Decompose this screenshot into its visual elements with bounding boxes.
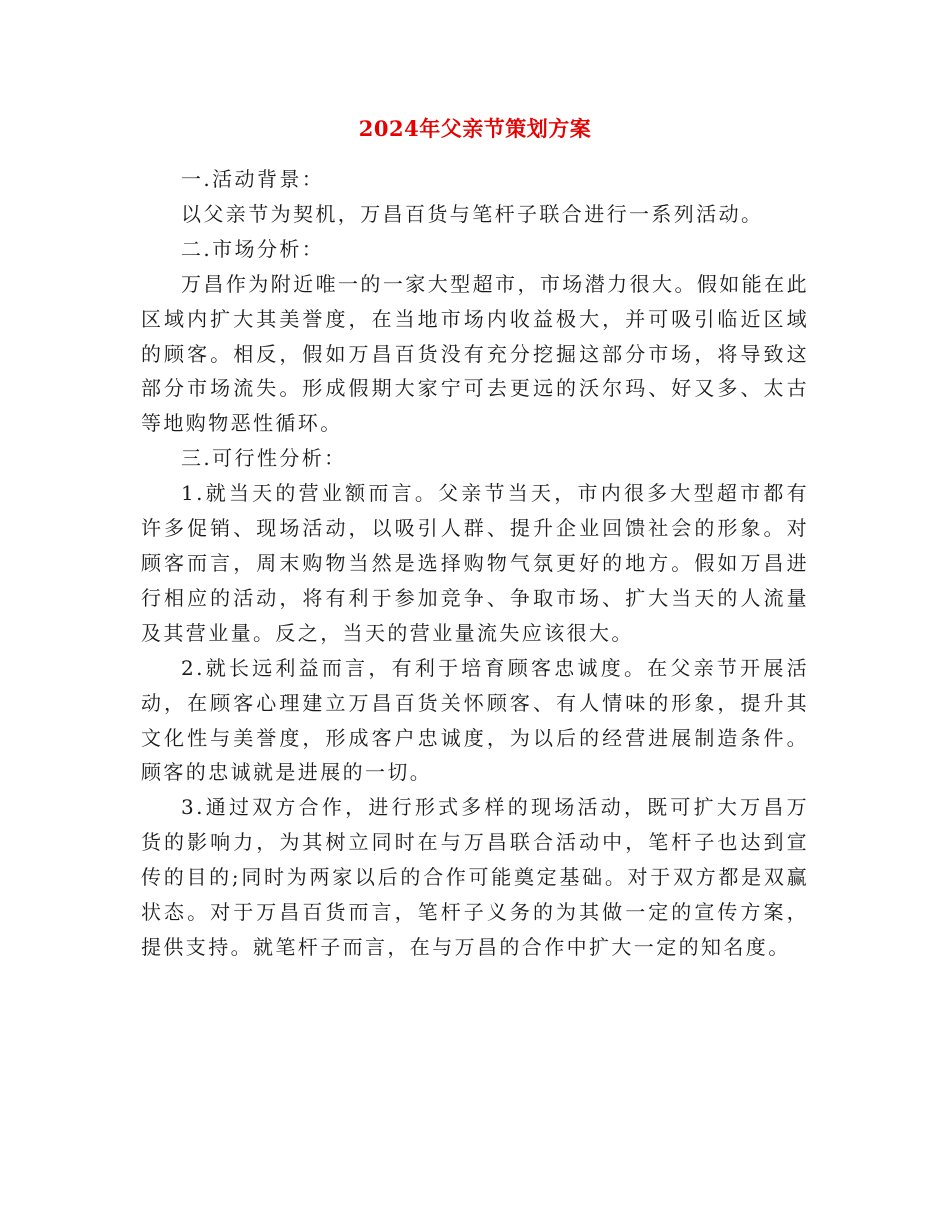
paragraph-background: 以父亲节为契机，万昌百货与笔杆子联合进行一系列活动。 [181, 201, 764, 226]
paragraph-feasibility-2: 2.就长远利益而言，有利于培育顾客忠诚度。在父亲节开展活动，在顾客心理建立万昌百货关怀顾客、有人情味的形象，提升其文化性与美誉度，形成客户忠诚度，为以后的经营进展制造条件。顾客的忠诚就是进展的一切。 [141, 655, 809, 785]
section-heading-feasibility: 三.可行性分析： [181, 446, 347, 471]
section-heading-background: 一.活动背景： [181, 167, 325, 191]
paragraph-feasibility-3: 3.通过双方合作，进行形式多样的现场活动，既可扩大万昌万货的影响力，为其树立同时在与万昌联合活动中，笔杆子也达到宣传的目的;同时为两家以后的合作可能奠定基础。对于双方都是双赢状态。对于万昌百货而言，笔杆子义务的为其做一定的宣传方案，提供支持。就笔杆子而言，在与万昌的合作中扩大一定的知名度。 [141, 795, 809, 959]
document-body [141, 162, 809, 965]
section-heading-market-analysis: 二.市场分析： [181, 236, 325, 261]
paragraph-market-analysis: 万昌作为附近唯一的一家大型超市，市场潜力很大。假如能在此区域内扩大其美誉度，在当地市场内收益极大，并可吸引临近区域的顾客。相反，假如万昌百货没有充分挖掘这部分市场，将导致这部分市场流失。形成假期大家宁可去更远的沃尔玛、好又多、太古等地购物恶性循环。 [141, 271, 809, 436]
paragraph-feasibility-1: 1.就当天的营业额而言。父亲节当天，市内很多大型超市都有许多促销、现场活动，以吸引人群、提升企业回馈社会的形象。对顾客而言，周末购物当然是选择购物气氛更好的地方。假如万昌进行相应的活动，将有利于参加竞争、争取市场、扩大当天的人流量及其营业量。反之，当天的营业量流失应该很大。 [141, 481, 809, 645]
document-title: 2024年父亲节策划方案 [358, 116, 592, 141]
